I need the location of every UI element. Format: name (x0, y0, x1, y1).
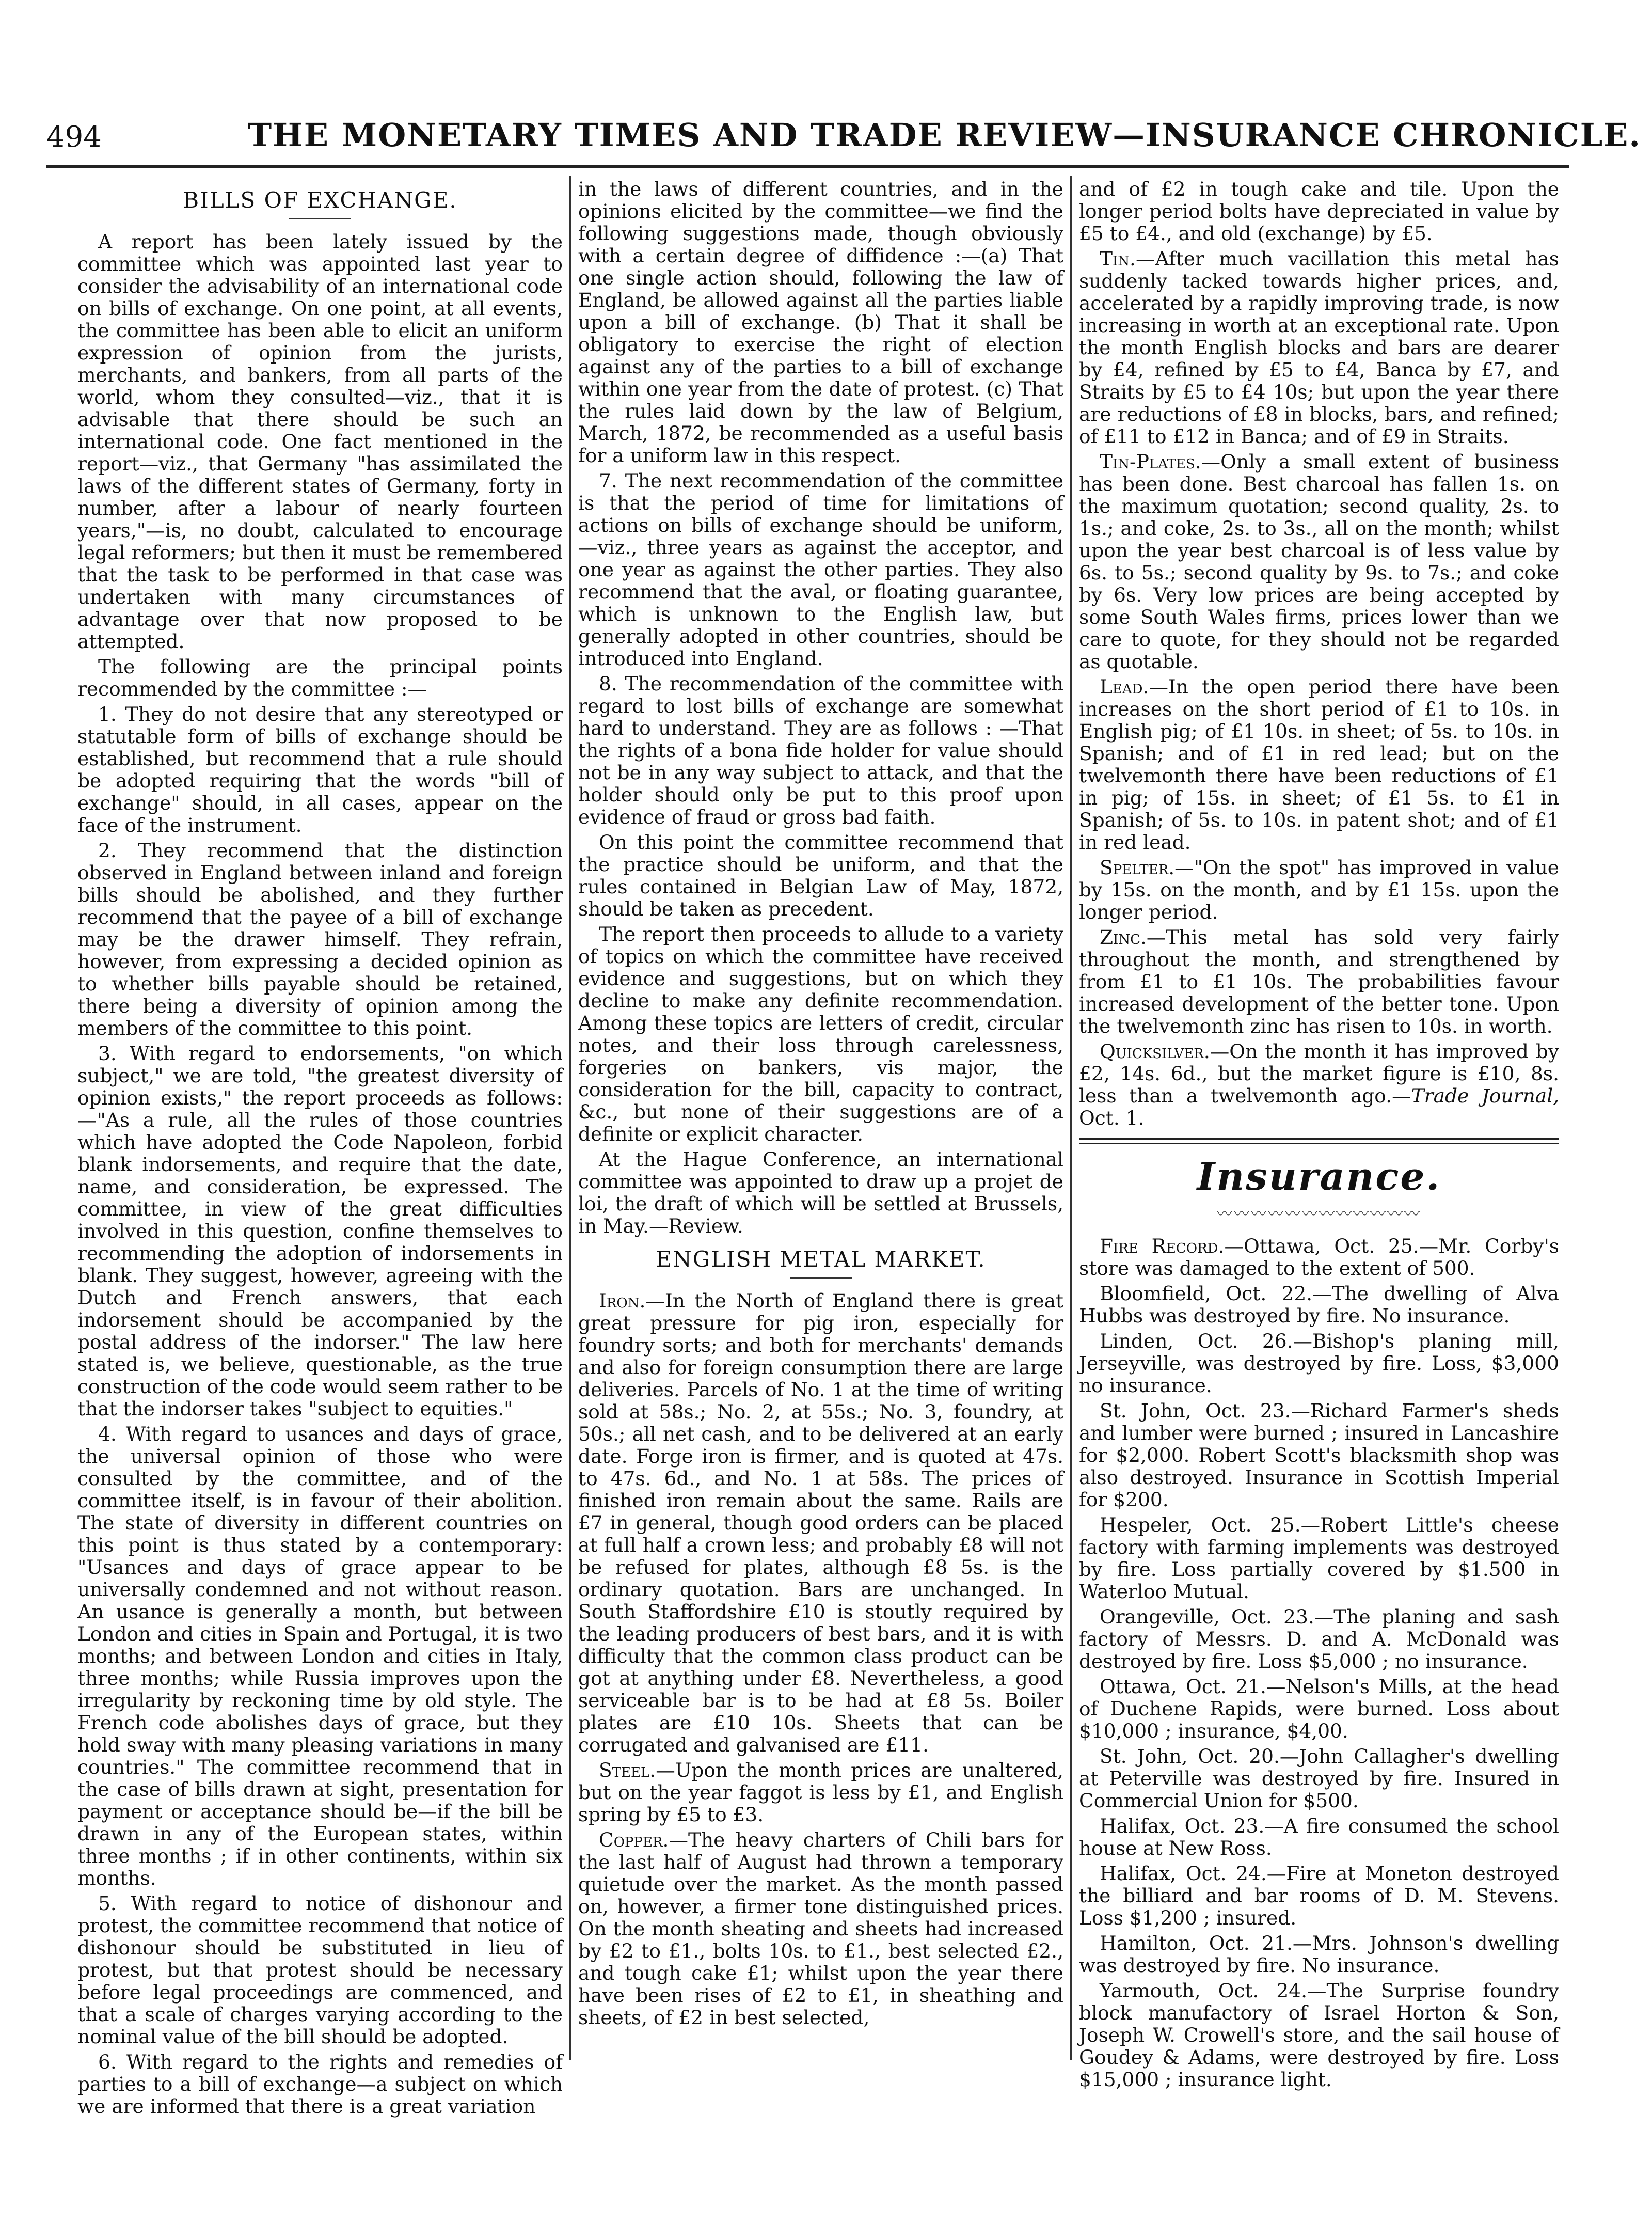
paragraph: At the Hague Conference, an international committee was appointed to draw up a projet de loi, the draft of which will be settled at Brussels, in May.—Review. (578, 1148, 1063, 1237)
insurance-item: Ottawa, Oct. 21.—Nelson's Mills, at the head of Duchene Rapids, were burned. Loss about $10,000 ; insurance, $4,00. (1079, 1675, 1559, 1742)
zinc-heading: Zinc. (1100, 926, 1147, 949)
column-divider (569, 176, 571, 2060)
paragraph: On this point the committee recommend that the practice should be uniform, and that the rules contained in Belgian Law of May, 1872, should be taken as precedent. (578, 831, 1063, 920)
copper-paragraph (578, 1829, 1063, 2029)
column-2 (578, 178, 1063, 2068)
section-rule (1079, 1138, 1559, 1144)
insurance-item: Halifax, Oct. 24.—Fire at Moneton destroyed the billiard and bar rooms of D. M. Stevens. Loss $1,200 ; insured. (1079, 1862, 1559, 1929)
paragraph: 1. They do not desire that any stereotyped or statutable form of bills of exchange should be established, but recommend that a rule should be adopted requiring that the words "bill of exchange" should, in all cases, appear on the face of the instrument. (77, 703, 563, 837)
column-divider (1070, 176, 1072, 2060)
title-rule (790, 1277, 852, 1279)
lead-heading: Lead. (1100, 675, 1149, 698)
quicksilver-paragraph (1079, 1040, 1559, 1129)
tin-paragraph (1079, 248, 1559, 448)
zinc-text: —This metal has sold very fairly throughout the month, and strengthened by from £1 to £1 10s. The probabilities favour increased development of the better tone. Upon the twelvemonth zinc has risen to 10s. in worth. (1079, 926, 1559, 1037)
insurance-title: Insurance. (1197, 1155, 1441, 1199)
insurance-item: Orangeville, Oct. 23.—The planing and sash factory of Messrs. D. and A. McDonald was destroyed by fire. Loss $5,000 ; no insurance. (1079, 1605, 1559, 1673)
paragraph: 7. The next recommendation of the committee is that the period of time for limitations of actions on bills of exchange should be uniform, —viz., three years as against the acceptor, and one year as against the other parties. They also recommend that the aval, or floating guarantee, which is unknown to the English law, but generally adopted in other countries, should be introduced into England. (578, 469, 1063, 670)
fire-record-text: —Ottawa, Oct. 25.—Mr. Corby's store was damaged to the extent of 500. (1079, 1235, 1560, 1280)
zinc-paragraph (1079, 926, 1559, 1037)
spelter-paragraph (1079, 857, 1559, 923)
insurance-item: St. John, Oct. 23.—Richard Farmer's sheds and lumber were burned ; insured in Lancashire for $2,000. Robert Scott's blacksmith shop was also destroyed. Insurance in Scottish Imperial for $200. (1079, 1399, 1559, 1511)
title-rule (289, 218, 351, 219)
paragraph: The report then proceeds to allude to a variety of topics on which the committee have received evidence and suggestions, but on which they decline to make any definite recommendation. Among these topics are letters of credit, circular notes, and their loss through carelessness, forgeries on bankers, vis major, the consideration for the bill, capacity to contract, &c., but none of their suggestions are of a definite or explicit character. (578, 923, 1063, 1145)
tin-heading: Tin. (1100, 247, 1136, 270)
tinplates-paragraph (1079, 451, 1559, 673)
steel-paragraph (578, 1759, 1063, 1826)
insurance-item: Linden, Oct. 26.—Bishop's planing mill, Jerseyville, was destroyed by fire. Loss, $3,000 no insurance. (1079, 1330, 1559, 1397)
copper-text: —The heavy charters of Chili bars for the last half of August had thrown a temporary quietude over the market. As the month passed on, however, a firmer tone distinguished prices. On the month sheating and sheets had increased by £2 to £1., bolts 10s. to £1., best selected £2., and tough cake £1; whilst upon the year there have been rises of £2 to £1, in sheathing and sheets, of £2 in best selected, (578, 1828, 1063, 2029)
iron-text: —In the North of England there is great great pressure for pig iron, especially for foundry sorts; and both for merchants' demands and also for foreign consumption there are large deliveries. Parcels of No. 1 at the time of writing sold at 58s.; No. 2, at 55s.; No. 3, foundry, at 50s.; all net cash, and to be delivered at an early date. Forge iron is firmer, and is quoted at 47s. to 47s. 6d., and No. 1 at 58s. The prices of finished iron remain about the same. Rails are £7 in general, though good orders can be placed at full half a crown less; and probably £8 will not be refused for plates, although £8 5s. is the ordinary quotation. Bars are unchanged. In South Staffordshire £10 is stoutly required by the leading producers of best bars, and it is with difficulty that the common class product can be got at anything under £8. Nevertheless, a good serviceable bar is to be had at £8 5s. Boiler plates are £10 10s. Sheets that can be corrugated and galvanised are £11. (578, 1289, 1063, 1756)
paragraph: 6. With regard to the rights and remedies of parties to a bill of exchange—a subject on which we are informed that there is a great variation (77, 2051, 563, 2118)
header-rule (46, 165, 1569, 168)
lead-paragraph (1079, 676, 1559, 854)
paragraph: in the laws of different countries, and in the opinions elicited by the committee—we find the following suggestions made, though obviously with a certain degree of diffidence :—(a) That one single action should, following the law of England, be allowed against all the parties liable upon a bill of exchange. (b) That it shall be obligatory to exercise the right of election against any of the parties to a bill of exchange within one year from the date of protest. (c) That the rules laid down by the law of Belgium, March, 1872, be recommended as a useful basis for a uniform law in this respect. (578, 178, 1063, 467)
insurance-item: Yarmouth, Oct. 24.—The Surprise foundry block manufactory of Israel Horton & Son, Joseph W. Crowell's store, and the sail house of Goudey & Adams, were destroyed by fire. Loss $15,000 ; insurance light. (1079, 1979, 1559, 2091)
insurance-item: St. John, Oct. 20.—John Callagher's dwelling at Peterville was destroyed by fire. Insured in Commercial Union for $500. (1079, 1745, 1559, 1812)
running-head (46, 116, 1642, 163)
spelter-text: —"On the spot" has improved in value by 15s. on the month, and by £1 15s. upon the longer period. (1079, 856, 1559, 923)
steel-heading: Steel. (599, 1759, 656, 1781)
column-1 (77, 178, 563, 2118)
journal-title: THE MONETARY TIMES AND TRADE REVIEW—INSURANCE CHRONICLE. (248, 116, 1642, 154)
paragraph: 3. With regard to endorsements, "on which subject," we are told, "the greatest diversity of opinion exists," the report proceeds as follows:—"As a rule, all the rules of those countries which have adopted the Code Napoleon, forbid blank indorsements, and require that the date, name, and consideration, be expressed. The committee, in view of the great difficulties involved in this question, confine themselves to recommending the adoption of indorsements in blank. They suggest, however, agreeing with the Dutch and French answers, that each indorsement should be accompanied by the postal address of the indorser." The law here stated is, we believe, questionable, as the true construction of the code would seem rather to be that the indorser takes "subject to equities." (77, 1042, 563, 1420)
column-3 (1079, 178, 1560, 2091)
tin-text: —After much vacillation this metal has suddenly tacked towards higher prices, and, accelerated by a rapidly improving trade, is now increasing in worth at an exceptional rate. Upon the month English blocks and bars are dearer by £4, refined by £5 to £4, Banca by £7, and Straits by £5 to £4 10s; but upon the year there are reductions of £8 in blocks, bars, and refined; of £11 to £12 in Banca; and of £9 in Straits. (1079, 247, 1559, 448)
fire-record-heading: Fire Record. (1100, 1235, 1225, 1257)
paragraph: 8. The recommendation of the committee with regard to lost bills of exchange are somewhat hard to understand. They are as follows : —That the rights of a bona fide holder for value should not be in any way subject to attack, and that the holder should only be put to this proof upon evidence of fraud or gross bad faith. (578, 672, 1063, 828)
iron-heading: Iron. (599, 1289, 646, 1312)
page-number: 494 (46, 120, 102, 154)
paragraph: 5. With regard to notice of dishonour and protest, the committee recommend that notice of dishonour should be substituted in lieu of protest, but that protest should be necessary before legal proceedings are commenced, and that a scale of charges varying according to the nominal value of the bill should be adopted. (77, 1892, 563, 2048)
fire-record-paragraph (1079, 1235, 1559, 1280)
quicksilver-date: Oct. 1. (1079, 1107, 1145, 1129)
iron-paragraph (578, 1290, 1063, 1756)
paragraph: 4. With regard to usances and days of grace, the universal opinion of those who were consulted by the committee, and of the committee itself, is in favour of their abolition. The state of diversity in different countries on this point is thus stated by a contemporary: "Usances and days of grace appear to be universally condemned and not without reason. An usance is generally a month, but between London and cities in Spain and Portugal, it is two months; and between London and cities in Italy, three months; while Russia improves upon the irregularity by reckoning time by old style. The French code abolishes days of grace, but they hold sway with many pleasing variations in many countries." The committee recommend that in the case of bills drawn at sight, presentation for payment or acceptance should be—if the bill be drawn in any of the European states, within three months ; if in other continents, within six months. (77, 1423, 563, 1889)
insurance-item: Hespeler, Oct. 25.—Robert Little's cheese factory with farming implements was destroyed by fire. Loss partially covered by $1.500 in Waterloo Mutual. (1079, 1513, 1559, 1603)
paragraph: A report has been lately issued by the committee which was appointed last year to consider the advisability of an international code on bills of exchange. On one point, at all events, the committee has been able to elicit an uniform expression of opinion from the jurists, merchants, and bankers, from all parts of the world, whom they consulted—viz., that it is advisable that there should be such an international code. One fact mentioned in the report—viz., that Germany "has assimilated the laws of the different states of Germany, forty in number, after a labour of nearly fourteen years,"—is, no doubt, calculated to encourage legal reformers; but then it must be remembered that the task to be performed in that case was undertaken with many circumstances of advantage over that now proposed to be attempted. (77, 230, 563, 653)
quicksilver-source: Trade Journal, (1411, 1084, 1559, 1107)
copper-continued: and of £2 in tough cake and tile. Upon the longer period bolts have depreciated in value by £5 to £4., and old (exchange) by £5. (1079, 178, 1559, 245)
tinplates-text: —Only a small extent of business has been done. Best charcoal has fallen 1s. on the maximum quotation; second quality, 2s. to 1s.; and coke, 2s. to 3s., all on the month; whilst upon the year best charcoal is of less value by 6s. to 5s.; second quality by 9s. to 7s.; and coke by 6s. Very low prices are being accepted by some South Wales firms, prices lower than we care to quote, for they should not be regarded as quotable. (1079, 450, 1559, 673)
paragraph: The following are the principal points recommended by the committee :— (77, 655, 563, 700)
quicksilver-text: —On the month it has improved by £2, 14s. 6d., but the market figure is £10, 8s. less than a twelvemonth ago.— (1079, 1040, 1559, 1107)
quicksilver-heading: Quicksilver. (1100, 1040, 1210, 1063)
ornamental-rule: 〰〰〰〰〰〰〰〰〰〰〰〰 (1217, 1205, 1421, 1223)
insurance-item: Bloomfield, Oct. 22.—The dwelling of Alva Hubbs was destroyed by fire. No insurance. (1079, 1282, 1559, 1327)
tinplates-heading: Tin-Plates. (1100, 450, 1201, 473)
article-title-metal: ENGLISH METAL MARKET. (656, 1247, 986, 1272)
insurance-item: Hamilton, Oct. 21.—Mrs. Johnson's dwelling was destroyed by fire. No insurance. (1079, 1932, 1559, 1977)
paragraph: 2. They recommend that the distinction observed in England between inland and foreign bills should be abolished, and they further recommend that the payee of a bill of exchange may be the drawer himself. They refrain, however, from expressing a decided opinion as to whether bills payable should be retained, there being a diversity of opinion among the members of the committee to this point. (77, 839, 563, 1039)
lead-text: —In the open period there have been increases on the short period of £1 to 10s. in English pig; of £1 10s. in sheet; of 5s. to 10s. in Spanish; and of £1 in red lead; but on the twelvemonth there have been reductions of £1 in pig; of 15s. in sheet; of £1 5s. to £1 in Spanish; of 5s. to 10s. in patent shot; and of £1 in red lead. (1079, 675, 1559, 854)
insurance-item: Halifax, Oct. 23.—A fire consumed the school house at New Ross. (1079, 1815, 1559, 1859)
copper-heading: Copper. (599, 1828, 669, 1851)
spelter-heading: Spelter. (1100, 856, 1175, 879)
steel-text: —Upon the month prices are unaltered, but on the year faggot is less by £1, and English spring by £5 to £3. (578, 1759, 1063, 1826)
article-title-bills: BILLS OF EXCHANGE. (183, 187, 457, 213)
